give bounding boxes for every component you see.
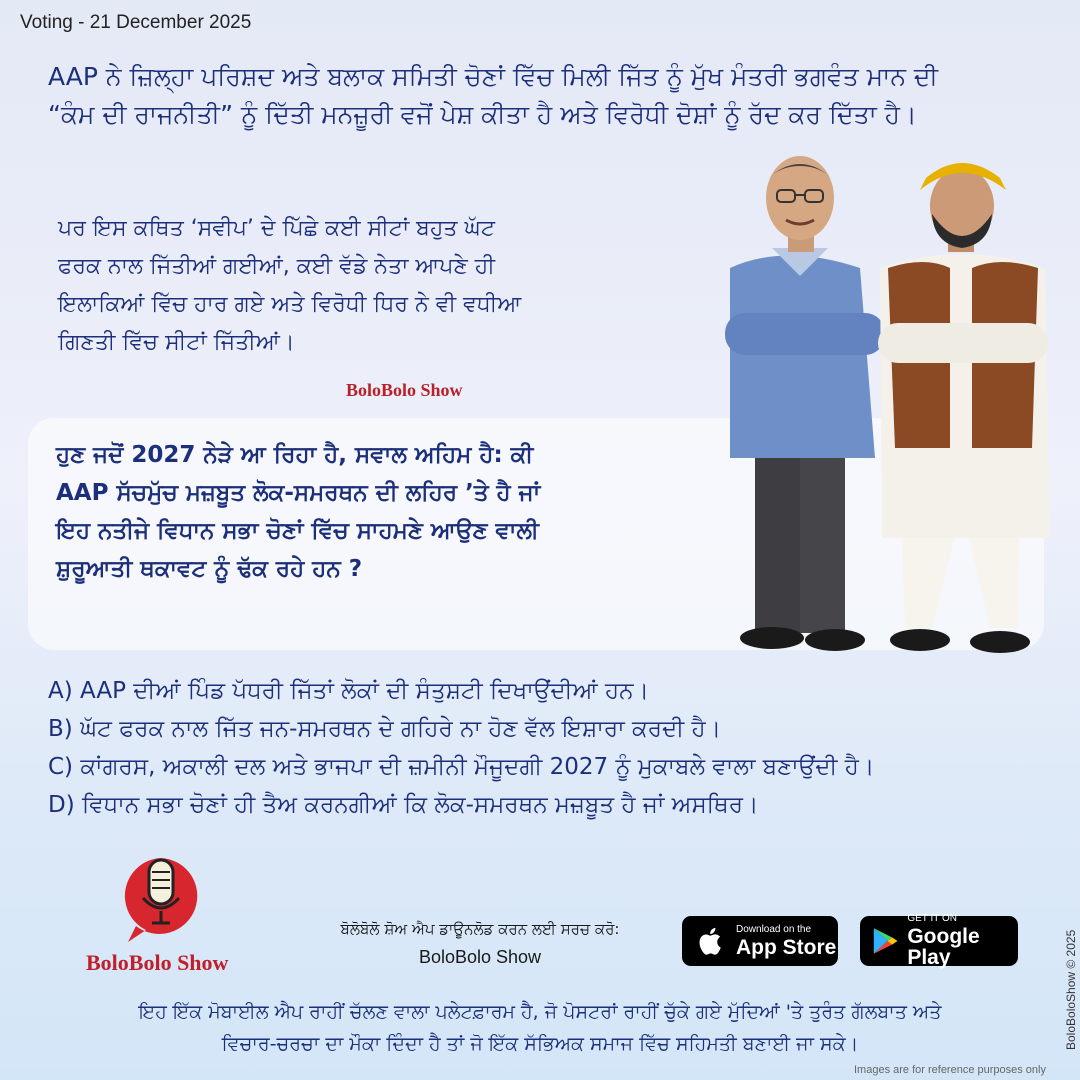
footer-text xyxy=(40,996,1040,1060)
google-play-icon xyxy=(872,925,899,957)
person-left-figure xyxy=(725,156,885,651)
person-right-figure xyxy=(878,163,1050,653)
brand-watermark: BoloBolo Show xyxy=(346,380,463,400)
option-d[interactable]: D) ਵਿਧਾਨ ਸਭਾ ਚੋਣਾਂ ਹੀ ਤੈਅ ਕਰਨਗੀਆਂ ਕਿ ਲੋਕ-ਸਮਰਥਨ ਮਜ਼ਬੂਤ ਹੈ ਜਾਂ ਅਸਥਿਰ। xyxy=(48,792,759,818)
copyright-text: BoloBoloShow © 2025 xyxy=(1064,929,1078,1050)
question-line: ਸ਼ੁਰੂਆਤੀ ਥਕਾਵਟ ਨੂੰ ਢੱਕ ਰਹੇ ਹਨ ? xyxy=(56,556,363,582)
question-line: ਹੁਣ ਜਦੋਂ 2027 ਨੇੜੇ ਆ ਰਿਹਾ ਹੈ, ਸਵਾਲ ਅਹਿਮ ਹੈ: ਕੀ xyxy=(56,442,534,468)
option-a[interactable]: A) AAP ਦੀਆਂ ਪਿੰਡ ਪੱਧਰੀ ਜਿੱਤਾਂ ਲੋਕਾਂ ਦੀ ਸੰਤੁਸ਼ਟੀ ਦਿਖਾਉਂਦੀਆਂ ਹਨ। xyxy=(48,678,649,704)
intro-line: “ਕੰਮ ਦੀ ਰਾਜਨੀਤੀ” ਨੂੰ ਦਿੱਤੀ ਮਨਜ਼ੂਰੀ ਵਜੋਂ ਪੇਸ਼ ਕੀਤਾ ਹੈ ਅਤੇ ਵਿਰੋਧੀ ਦੋਸ਼ਾਂ ਨੂੰ ਰੱਦ ਕਰ ਦਿੱਤਾ ਹੈ। xyxy=(48,100,917,129)
question-line: ਇਹ ਨਤੀਜੇ ਵਿਧਾਨ ਸਭਾ ਚੋਣਾਂ ਵਿੱਚ ਸਾਹਮਣੇ ਆਉਣ ਵਾਲੀ xyxy=(56,518,539,544)
question-text xyxy=(56,436,726,588)
question-line: AAP ਸੱਚਮੁੱਚ ਮਜ਼ਬੂਤ ਲੋਕ-ਸਮਰਥਨ ਦੀ ਲਹਿਰ ’ਤੇ ਹੈ ਜਾਂ xyxy=(56,480,541,506)
footer-line: ਵਿਚਾਰ-ਚਰਚਾ ਦਾ ਮੌਕਾ ਦਿੰਦਾ ਹੈ ਤਾਂ ਜੋ ਇੱਕ ਸੱਭਿਅਕ ਸਮਾਜ ਵਿੱਚ ਸਹਿਮਤੀ ਬਣਾਈ ਜਾ ਸਕੇ। xyxy=(221,1033,859,1055)
reference-note: Images are for reference purposes only xyxy=(854,1064,1046,1076)
context-line: ਗਿਣਤੀ ਵਿੱਚ ਸੀਟਾਂ ਜਿੱਤੀਆਂ। xyxy=(58,330,295,355)
intro-text xyxy=(48,58,1048,134)
intro-line: AAP ਨੇ ਜ਼ਿਲ੍ਹਾ ਪਰਿਸ਼ਦ ਅਤੇ ਬਲਾਕ ਸਮਿਤੀ ਚੋਣਾਂ ਵਿੱਚ ਮਿਲੀ ਜਿੱਤ ਨੂੰ ਮੁੱਖ ਮੰਤਰੀ ਭਗਵੰਤ ਮਾਨ ਦੀ xyxy=(48,62,939,91)
context-text xyxy=(58,210,668,362)
google-play-button[interactable] xyxy=(860,913,1018,969)
search-app-name: BoloBolo Show xyxy=(418,947,542,967)
appstore-big-label: App Store xyxy=(736,935,837,959)
app-store-button[interactable] xyxy=(682,916,838,966)
option-c[interactable]: C) ਕਾਂਗਰਸ, ਅਕਾਲੀ ਦਲ ਅਤੇ ਭਾਜਪਾ ਦੀ ਜ਼ਮੀਨੀ ਮੌਜੂਦਗੀ 2027 ਨੂੰ ਮੁਕਾਬਲੇ ਵਾਲਾ ਬਣਾਉਂਦੀ ਹੈ। xyxy=(48,754,875,780)
footer-line: ਇਹ ਇੱਕ ਮੋਬਾਈਲ ਐਪ ਰਾਹੀਂ ਚੱਲਣ ਵਾਲਾ ਪਲੇਟਫ਼ਾਰਮ ਹੈ, ਜੋ ਪੋਸਟਰਾਂ ਰਾਹੀਂ ਚੁੱਕੇ ਗਏ ਮੁੱਦਿਆਂ 'ਤੇ ਤੁਰੰਤ ਗੱਲਬਾਤ ਅਤੇ xyxy=(138,1001,942,1023)
microphone-speech-bubble-icon xyxy=(116,852,206,947)
gplay-small-label: GET IT ON xyxy=(907,913,957,924)
appstore-small-label: Download on the xyxy=(736,923,812,935)
gplay-big-label: Google Play xyxy=(907,925,980,969)
answer-options xyxy=(48,672,1068,824)
option-b[interactable]: B) ਘੱਟ ਫਰਕ ਨਾਲ ਜਿੱਤ ਜਨ-ਸਮਰਥਨ ਦੇ ਗਹਿਰੇ ਨਾ ਹੋਣ ਵੱਲ ਇਸ਼ਾਰਾ ਕਰਦੀ ਹੈ। xyxy=(48,716,722,742)
search-prompt-text: ਬੋਲੋਬੋਲੋ ਸ਼ੋਅ ਐਪ ਡਾਊਨਲੋਡ ਕਰਨ ਲਈ ਸਰਚ ਕਰੋ: xyxy=(340,920,620,938)
context-line: ਫਰਕ ਨਾਲ ਜਿੱਤੀਆਂ ਗਈਆਂ, ਕਈ ਵੱਡੇ ਨੇਤਾ ਆਪਣੇ ਹੀ xyxy=(58,254,495,279)
context-line: ਪਰ ਇਸ ਕਥਿਤ ‘ਸਵੀਪ’ ਦੇ ਪਿੱਛੇ ਕਈ ਸੀਟਾਂ ਬਹੁਤ ਘੱਟ xyxy=(58,216,495,241)
politicians-illustration xyxy=(700,148,1060,668)
context-line: ਇਲਾਕਿਆਂ ਵਿੱਚ ਹਾਰ ਗਏ ਅਤੇ ਵਿਰੋਧੀ ਧਿਰ ਨੇ ਵੀ ਵਧੀਆ xyxy=(58,292,522,317)
apple-icon xyxy=(694,924,728,958)
brand-name: BoloBolo Show xyxy=(86,950,229,975)
date-label: Voting - 21 December 2025 xyxy=(20,12,252,33)
app-search-prompt xyxy=(300,918,660,968)
